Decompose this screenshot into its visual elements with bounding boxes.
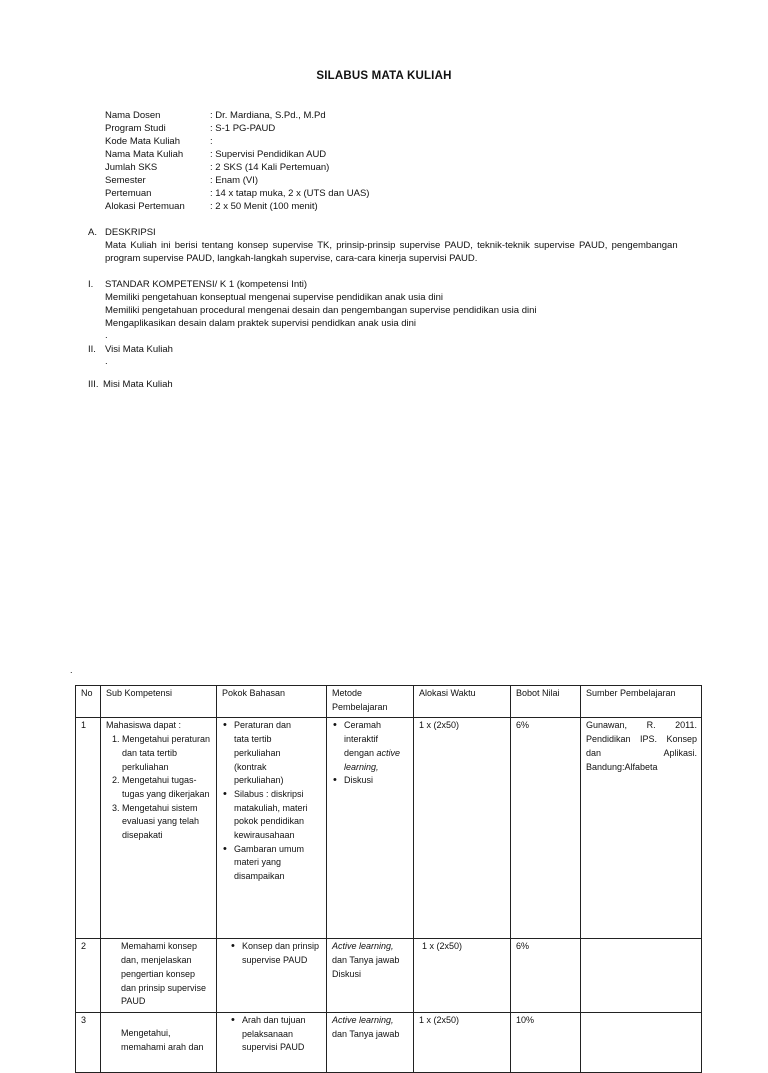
list-item <box>344 719 409 774</box>
info-value: : Supervisi Pendidikan AUD <box>210 149 327 160</box>
info-row-code <box>105 135 369 148</box>
weight-cell: 6% <box>511 718 581 939</box>
method-emphasis: Active learning, <box>332 1014 394 1025</box>
info-label: Nama Mata Kuliah <box>105 149 184 160</box>
method-rest: dan Tanya jawab <box>332 955 400 966</box>
info-label: Jumlah SKS <box>105 162 158 173</box>
topic-cell <box>217 1012 327 1072</box>
source-cell <box>581 1012 702 1072</box>
topic-list <box>222 1014 322 1055</box>
weight-cell: 6% <box>511 939 581 1013</box>
row-number: 3 <box>76 1012 101 1072</box>
topic-list <box>222 940 322 967</box>
table-header-row <box>76 686 702 718</box>
section-mission-heading <box>88 378 173 391</box>
info-value: : 2 SKS (14 Kali Pertemuan) <box>210 162 330 173</box>
method-emphasis: Active learning, <box>332 941 394 952</box>
info-label: Program Studi <box>105 123 166 134</box>
section-number: A. <box>88 227 97 238</box>
sub-competency-cell: Memahami konsep dan, menjelaskan pengertian konsep dan prinsip supervise PAUD <box>101 939 217 1013</box>
info-row-semester <box>105 174 369 187</box>
table-row <box>76 1012 702 1072</box>
time-allocation-cell: 1 x (2x50) <box>414 718 511 939</box>
table-row <box>76 718 702 939</box>
info-row-credits <box>105 161 369 174</box>
list-item: • Konsep dan prinsip supervise PAUD <box>242 940 322 967</box>
description-paragraph <box>105 239 699 265</box>
info-value: : 14 x tatap muka, 2 x (UTS dan UAS) <box>210 188 370 199</box>
info-label: Nama Dosen <box>105 110 161 121</box>
info-label: Pertemuan <box>105 188 152 199</box>
method-text <box>332 1014 409 1041</box>
header-cell: Sub Kompetensi <box>101 686 217 718</box>
method-cell <box>327 1012 414 1072</box>
vision-dot: . <box>105 356 108 367</box>
method-text: Diskusi <box>332 968 362 979</box>
sub-competency-list <box>106 733 212 843</box>
info-row-meetings <box>105 187 369 200</box>
sub-competency-intro: Mahasiswa dapat : <box>106 720 182 731</box>
table-row <box>76 939 702 1013</box>
header-cell: Bobot Nilai <box>511 686 581 718</box>
topic-list <box>222 719 322 883</box>
info-row-course-name <box>105 148 369 161</box>
info-row-program <box>105 122 369 135</box>
method-cell <box>327 939 414 1013</box>
section-title: Visi Mata Kuliah <box>105 344 173 355</box>
info-row-allocation <box>105 200 369 213</box>
list-item: 2. Mengetahui tugas-tugas yang dikerjakan <box>122 774 212 801</box>
topic-cell <box>217 718 327 939</box>
list-item: • Silabus : diskripsi matakuliah, materi pokok pendidikan kewirausahaan <box>234 788 308 843</box>
info-row-lecturer <box>105 109 369 122</box>
header-cell: Metode Pembelajaran <box>327 686 414 718</box>
sub-competency-cell <box>101 718 217 939</box>
source-cell <box>581 939 702 1013</box>
section-title: DESKRIPSI <box>105 227 156 238</box>
competency-line: Memiliki pengetahuan konseptual mengenai supervise pendidikan anak usia dini <box>105 292 443 303</box>
info-value: : S-1 PG-PAUD <box>210 123 276 134</box>
description-line: Mata Kuliah ini berisi tentang konsep supervise TK, prinsip-prinsip supervise PAUD, teknik-teknik supervise PAUD, pengembangan <box>105 240 678 251</box>
info-value: : Enam (VI) <box>210 175 259 186</box>
info-value: : <box>210 136 213 147</box>
info-value: : 2 x 50 Menit (100 menit) <box>210 201 318 212</box>
method-rest: dan Tanya jawab <box>332 1028 400 1039</box>
info-value: : Dr. Mardiana, S.Pd., M.Pd <box>210 110 326 121</box>
method-list <box>332 719 409 788</box>
source-cell: Gunawan, R. 2011. Pendidikan IPS. Konsep dan Aplikasi. Bandung:Alfabeta <box>581 718 702 939</box>
method-emphasis: active learning, <box>344 747 401 772</box>
competency-dot: . <box>105 330 108 341</box>
info-label: Alokasi Pertemuan <box>105 201 185 212</box>
method-text <box>332 940 409 967</box>
sub-competency-cell: Mengetahui, memahami arah dan <box>101 1012 217 1072</box>
section-title: Misi Mata Kuliah <box>103 379 173 390</box>
competency-line: Mengaplikasikan desain dalam praktek supervisi pendidkan anak usia dini <box>105 318 417 329</box>
section-description-heading <box>88 226 156 239</box>
section-number: II. <box>88 344 96 355</box>
weight-cell: 10% <box>511 1012 581 1072</box>
header-cell: Alokasi Waktu <box>414 686 511 718</box>
header-cell: Pokok Bahasan <box>217 686 327 718</box>
stray-dot: . <box>70 665 73 675</box>
section-number: III. <box>88 379 99 390</box>
header-cell: Sumber Pembelajaran <box>581 686 702 718</box>
document-title: SILABUS MATA KULIAH <box>316 70 452 82</box>
section-vision-heading <box>88 343 173 356</box>
list-item: • Arah dan tujuan pelaksanaan supervisi PAUD <box>242 1014 322 1055</box>
list-item: • Peraturan dan tata tertib perkuliahan (kontrak perkuliahan) <box>234 719 308 788</box>
syllabus-table <box>75 685 702 1073</box>
row-number: 2 <box>76 939 101 1013</box>
topic-cell <box>217 939 327 1013</box>
course-info <box>105 109 369 213</box>
header-cell: No <box>76 686 101 718</box>
time-allocation-cell: 1 x (2x50) <box>414 1012 511 1072</box>
list-item: • Diskusi <box>344 774 409 788</box>
row-number: 1 <box>76 718 101 939</box>
competency-line: Memiliki pengetahuan procedural mengenai desain dan pengembangan supervise pendidikan usia dini <box>105 305 537 316</box>
info-label: Kode Mata Kuliah <box>105 136 180 147</box>
method-cell <box>327 718 414 939</box>
description-line: program supervise PAUD, langkah-langkah supervise, cara-cara kinerja supervisi PAUD. <box>105 253 478 264</box>
info-label: Semester <box>105 175 146 186</box>
list-item: 1. Mengetahui peraturan dan tata tertib perkuliahan <box>122 733 212 774</box>
section-title: STANDAR KOMPETENSI/ K 1 (kompetensi Inti) <box>105 279 308 290</box>
time-allocation-cell: 1 x (2x50) <box>414 939 511 1013</box>
section-number: I. <box>88 279 94 290</box>
list-item: 3. Mengetahui sistem evaluasi yang telah disepakati <box>122 802 212 843</box>
list-item: • Gambaran umum materi yang disampaikan <box>234 843 308 884</box>
section-competency-heading <box>88 278 307 291</box>
method-text: Ceramah interaktif dengan <box>344 720 382 758</box>
